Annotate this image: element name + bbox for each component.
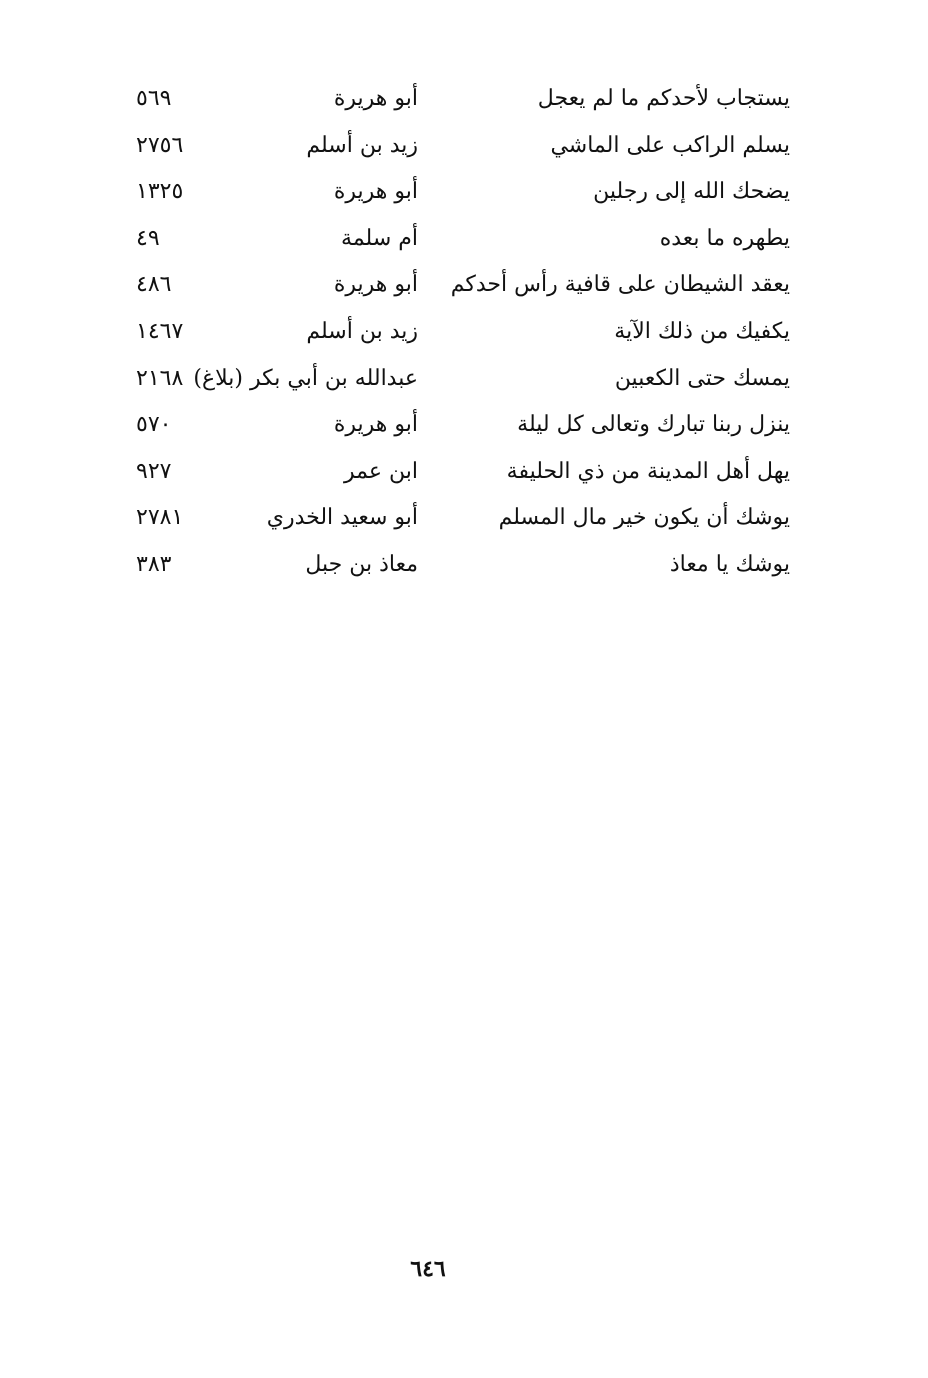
- narrator-name: زيد بن أسلم: [306, 132, 418, 158]
- index-row: [130, 356, 800, 403]
- hadith-text: يطهره ما بعده: [659, 225, 790, 251]
- narrator-name: أبو هريرة: [333, 412, 418, 438]
- hadith-text: يكفيك من ذلك الآية: [614, 318, 790, 344]
- page-number: ٦٤٦: [410, 1256, 446, 1282]
- narrator-name: عبدالله بن أبي بكر (بلاغ): [193, 365, 418, 391]
- hadith-number: ١٤٦٧: [136, 318, 184, 344]
- hadith-text: يمسك حتى الكعبين: [614, 365, 790, 391]
- hadith-text: ينزل ربنا تبارك وتعالى كل ليلة: [517, 412, 790, 438]
- narrator-name: ابن عمر: [344, 458, 418, 484]
- hadith-number: ٣٨٣: [136, 551, 172, 577]
- narrator-name: أبو هريرة: [333, 272, 418, 298]
- index-row: [130, 449, 800, 496]
- index-row: [130, 76, 800, 123]
- hadith-text: يوشك يا معاذ: [669, 551, 790, 577]
- index-row: [130, 402, 800, 449]
- hadith-number: ٢٧٨١: [136, 505, 184, 531]
- hadith-text: يهل أهل المدينة من ذي الحليفة: [506, 458, 790, 484]
- index-row: [130, 309, 800, 356]
- hadith-text: يعقد الشيطان على قافية رأس أحدكم: [450, 272, 790, 298]
- narrator-name: زيد بن أسلم: [306, 318, 418, 344]
- hadith-text: يسلم الراكب على الماشي: [550, 132, 790, 158]
- hadith-text: يضحك الله إلى رجلين: [593, 179, 790, 205]
- narrator-name: أبو هريرة: [333, 86, 418, 111]
- index-row: [130, 495, 800, 542]
- hadith-number: ٥٦٩: [136, 86, 172, 111]
- narrator-name: أم سلمة: [341, 225, 418, 251]
- index-row: [130, 216, 800, 263]
- narrator-name: أبو سعيد الخدري: [266, 505, 418, 531]
- index-row: [130, 542, 800, 589]
- index-row: [130, 169, 800, 216]
- hadith-number: ٤٩: [136, 225, 160, 251]
- hadith-number: ٢١٦٨: [136, 365, 184, 391]
- hadith-number: ٩٢٧: [136, 458, 172, 484]
- index-row: [130, 262, 800, 309]
- hadith-number: ٢٧٥٦: [136, 132, 184, 158]
- hadith-number: ١٣٢٥: [136, 179, 184, 205]
- narrator-name: أبو هريرة: [333, 179, 418, 205]
- hadith-text: يوشك أن يكون خير مال المسلم: [498, 505, 790, 531]
- hadith-number: ٥٧٠: [136, 412, 172, 438]
- index-row: [130, 123, 800, 170]
- narrator-name: معاذ بن جبل: [305, 551, 418, 577]
- hadith-number: ٤٨٦: [136, 272, 172, 298]
- hadith-index-list: [130, 76, 800, 589]
- hadith-text: يستجاب لأحدكم ما لم يعجل: [537, 86, 790, 111]
